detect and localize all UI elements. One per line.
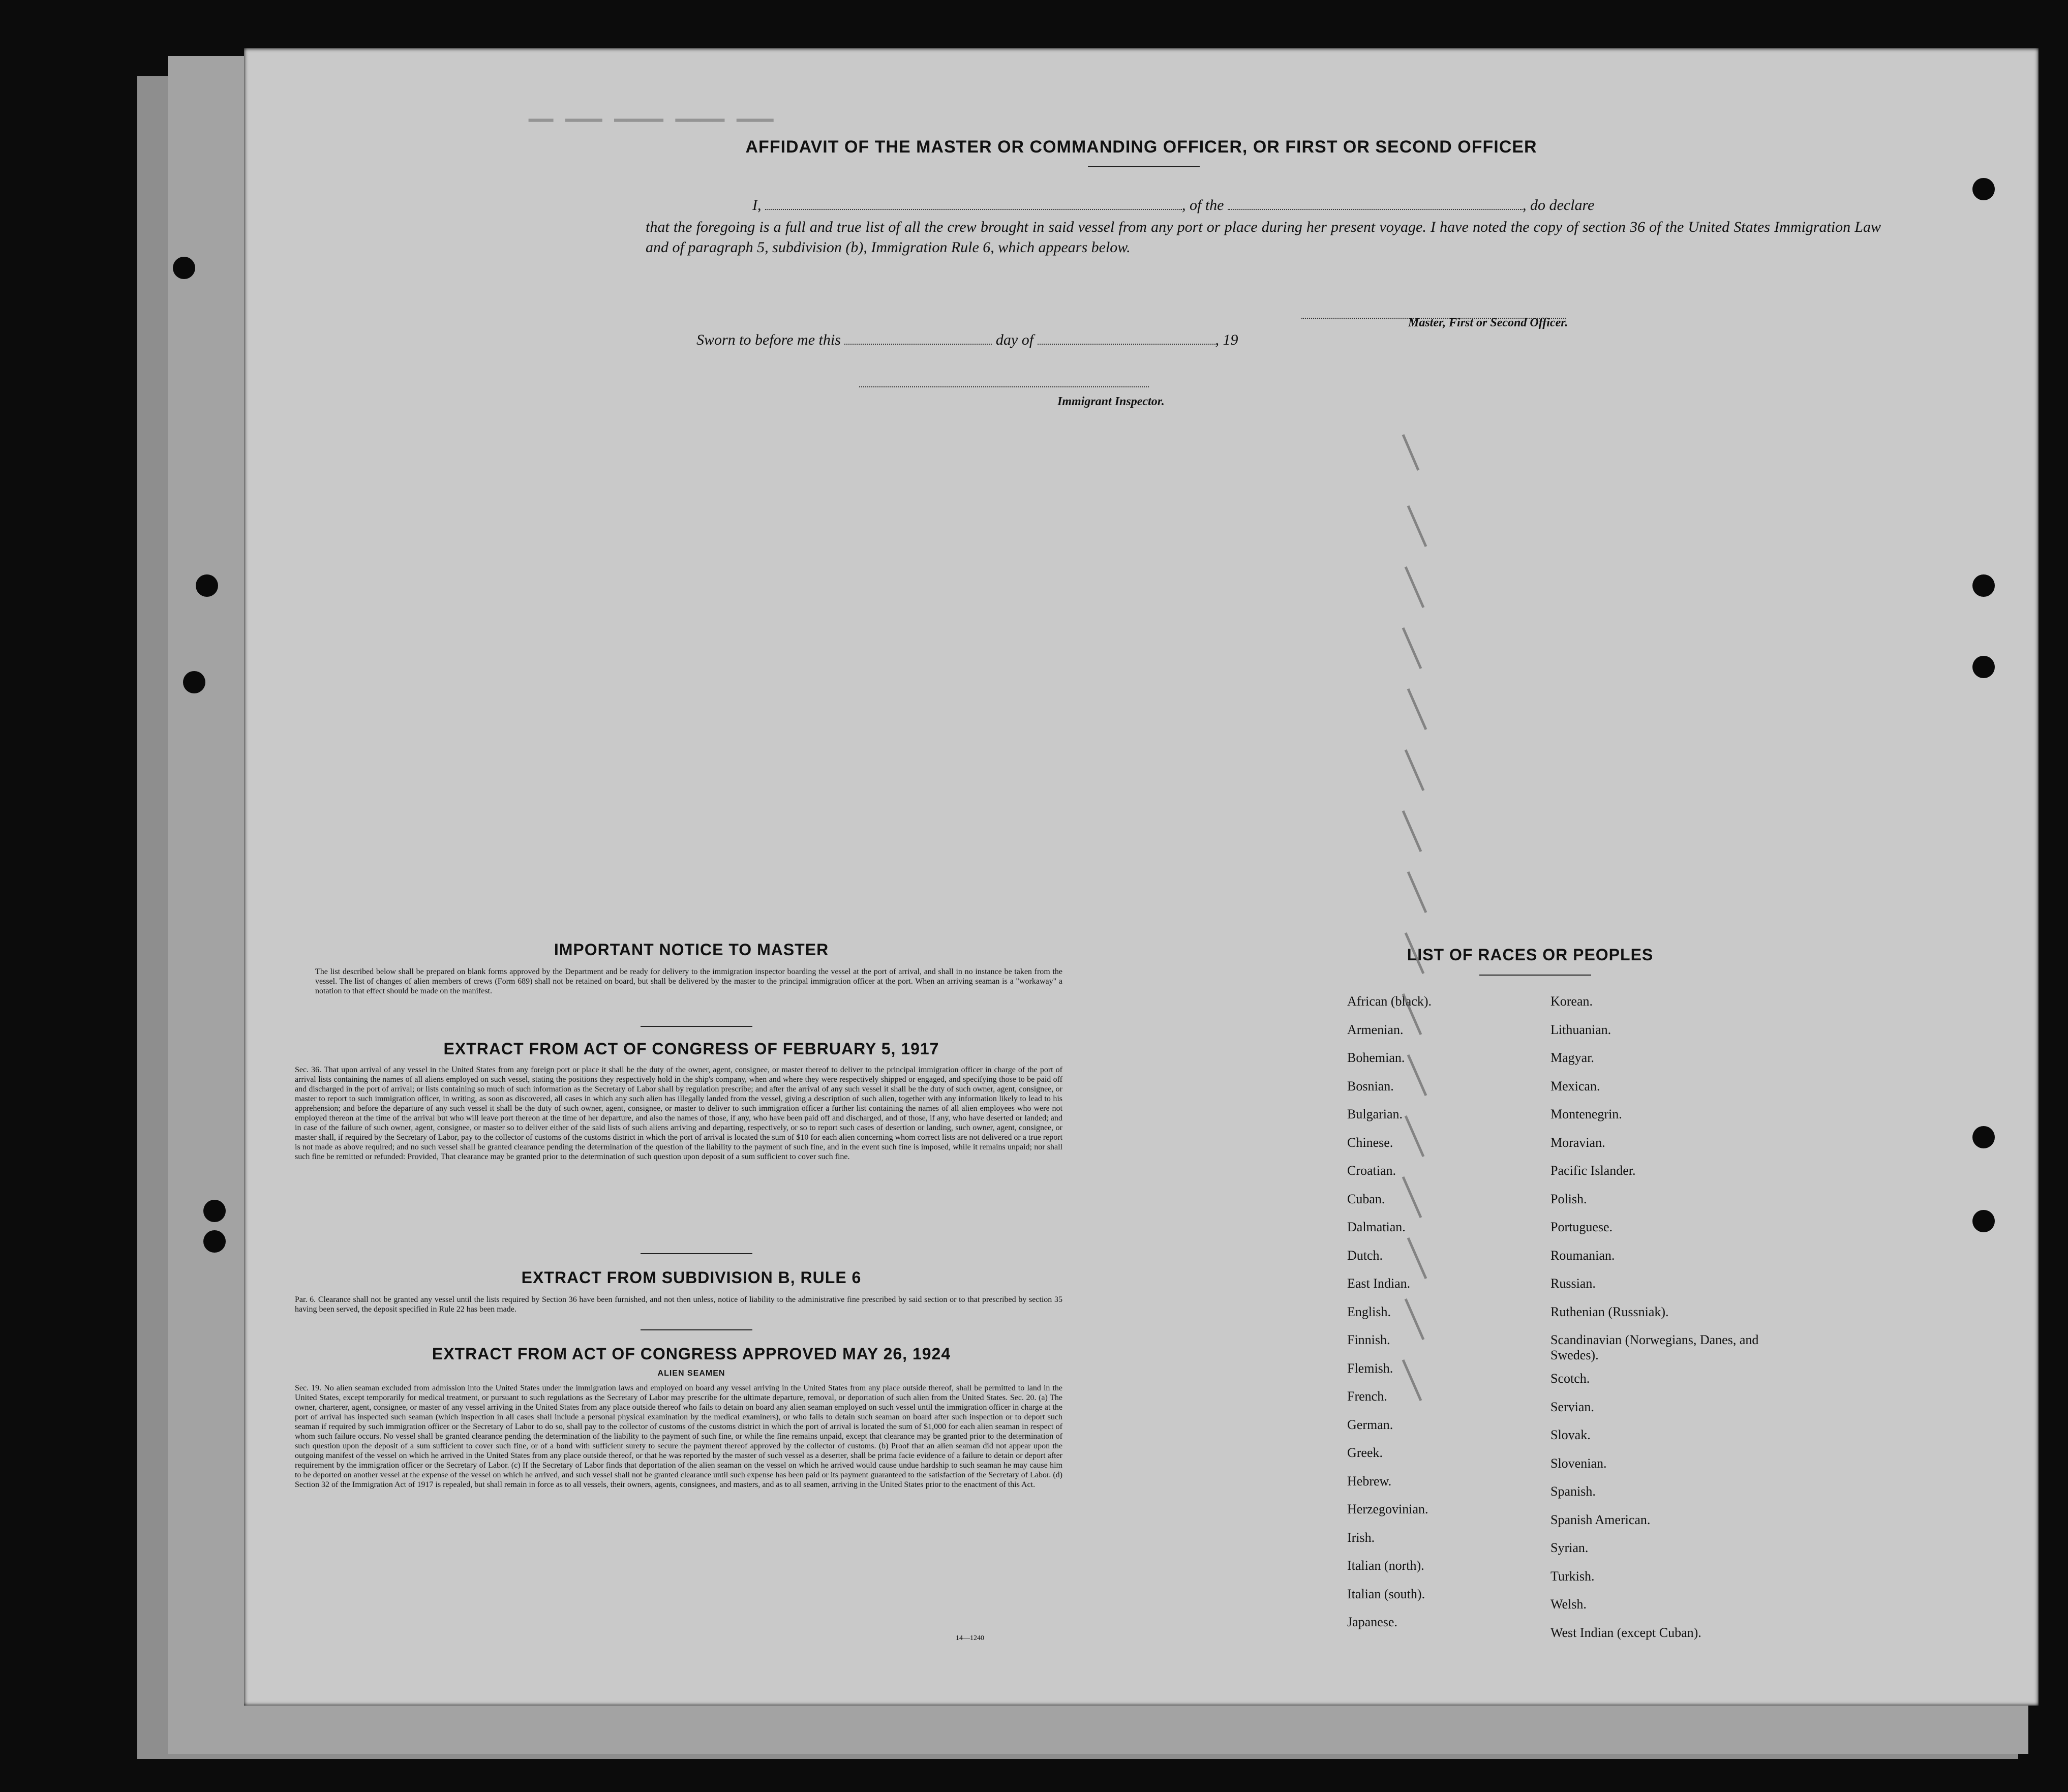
inspector-signature-field[interactable] <box>859 376 1149 387</box>
race-item: Spanish. <box>1550 1484 1596 1499</box>
race-item: Slovak. <box>1550 1427 1591 1442</box>
race-item: Welsh. <box>1550 1597 1587 1612</box>
race-item: Chinese. <box>1347 1135 1393 1150</box>
extract-rule6-body: Par. 6. Clearance shall not be granted any vessel until the lists required by Section 36 have been furnished, and not then unless, notice of liability to the administrative fine prescribed by said section or to that prescribed by section 35 having been served, the deposit specified in Rule 22 has been made. <box>295 1295 1062 1314</box>
race-item: English. <box>1347 1304 1391 1319</box>
race-item: Finnish. <box>1347 1332 1390 1347</box>
race-item: Syrian. <box>1550 1540 1589 1555</box>
race-item: Scotch. <box>1550 1371 1590 1386</box>
binder-hole <box>196 574 218 597</box>
race-item: Spanish American. <box>1550 1512 1651 1527</box>
race-item: Portuguese. <box>1550 1220 1613 1234</box>
race-item: Ruthenian (Russniak). <box>1550 1304 1669 1319</box>
race-item: Turkish. <box>1550 1568 1595 1584</box>
race-item: Japanese. <box>1347 1615 1397 1629</box>
race-item: Bosnian. <box>1347 1078 1394 1094</box>
notice-title: IMPORTANT NOTICE TO MASTER <box>554 940 829 959</box>
extract-1917-body: Sec. 36. That upon arrival of any vessel in the United States from any foreign port or place it shall be the duty of the owner, agent, consignee, or master thereof to deliver to the principal immigration officer in charge of the port of arrival lists containing the names of all aliens employed on such vessel, stating the positions they respectively hold in the ship's company, when and where they were respectively shipped or engaged, and specifying those to be paid off and discharged in the port of arrival; or lists containing so much of such information as the Secretary of Labor shall by regulation prescribe; and after the arrival of any such vessel it shall be the duty of such owner, agent, consignee, or master to report to such immigration officer, in writing, as soon as discovered, all cases in which any such alien has illegally landed from the vessel, giving a description of such alien, together with any information likely to lead to his apprehension; and before the departure of any such vessel it shall be the duty of such owner, agent, consignee, or master to deliver to such immigration officer a further list containing the names of all alien employees who were not employed thereon at the time of the arrival but who will leave port thereon at the time of her departure, and also the names of those, if any, who have been paid off and discharged, and of those, if any, who have deserted or landed; and in case of the failure of such owner, agent, consignee, or master so to deliver either of the said lists of such aliens arriving and departing, respectively, or so to report such cases of desertion or landing, such owner, agent, consignee, or master shall, if required by the Secretary of Labor, pay to the collector of customs of the customs district in which the port of arrival is located the sum of $10 for each alien concerning whom correct lists are not delivered or a true report is not made as above required; and no such vessel shall be granted clearance pending the determination of the question of the liability to the payment of such fine, and in the event such fine is imposed, while it remains unpaid; nor shall such fine be remitted or refunded: Provided, That clearance may be granted prior to the determination of such question upon deposit of a sum sufficient to cover such fine. <box>295 1066 1062 1161</box>
sworn-day-field[interactable] <box>844 333 992 345</box>
race-item: Korean. <box>1550 994 1593 1009</box>
extract-rule6-title: EXTRACT FROM SUBDIVISION B, RULE 6 <box>521 1268 862 1287</box>
sworn-month-field[interactable] <box>1038 333 1215 345</box>
race-item: Italian (north). <box>1347 1558 1424 1573</box>
declarant-name-field[interactable] <box>765 199 1182 210</box>
binder-hole <box>173 257 195 279</box>
form-number: 14—1240 <box>956 1634 984 1642</box>
binder-hole <box>1972 574 1995 597</box>
race-item: Hebrew. <box>1347 1473 1392 1489</box>
binder-hole <box>203 1200 226 1222</box>
binder-hole <box>1972 1210 1995 1232</box>
race-item: Mexican. <box>1550 1078 1600 1094</box>
extract-1924-body: Sec. 19. No alien seaman excluded from admission into the United States under the immigration laws and employed on board any vessel arriving in the United States from any place outside thereof, shall be permitted to land in the United States, except temporarily for medical treatment, or pursuant to such regulations as the Secretary of Labor may prescribe for the ultimate departure, removal, or deportation of such alien from the United States. Sec. 20. (a) The owner, charterer, agent, consignee, or master of any vessel arriving in the United States from any place outside thereof who fails to detain on board any alien seaman employed on such vessel until the immigration officer in charge at the port of arrival has inspected such seaman (which inspection in all cases shall include a personal physical examination by the medical examiners), or who fails to detain such seaman on board after such inspection or to deport such seaman if required by such immigration officer or the Secretary of Labor to do so, shall pay to the collector of customs of the customs district in which the port of arrival is located the sum of $1,000 for each alien seaman in respect of whom such failure occurs. No vessel shall be granted clearance pending the determination of the liability to the payment of such fine, or while the fine remains unpaid, except that clearance may be granted prior to the determination of such question upon the deposit of a sum sufficient to cover such fine, or of a bond with sufficient surety to secure the payment thereof approved by the collector of customs. (b) Proof that an alien seaman did not appear upon the outgoing manifest of the vessel on which he arrived in the United States from any place outside thereof, or that he was reported by the master of such vessel as a deserter, shall be prima facie evidence of a failure to detain or deport after requirement by the immigration officer or the Secretary of Labor. (c) If the Secretary of Labor finds that deportation of the alien seaman on the vessel on which he arrived would cause undue hardship to such seaman he may cause him to be deported on another vessel at the expense of the vessel on which he arrived, and such vessel shall not be granted clearance until such expense has been paid or its payment guaranteed to the satisfaction of the Secretary of Labor. (d) Section 32 of the Immigration Act of 1917 is repealed, but shall remain in force as to all vessels, their owners, agents, consignees, and masters, and as to all seamen, arriving in the United States prior to the enactment of this Act. <box>295 1384 1062 1489</box>
race-item: Dalmatian. <box>1347 1220 1406 1234</box>
master-signature-label: Master, First or Second Officer. <box>1408 316 1568 329</box>
extract-1917-title: EXTRACT FROM ACT OF CONGRESS OF FEBRUARY 5, 1917 <box>443 1040 939 1058</box>
affidavit-body: that the foregoing is a full and true list of all the crew brought in said vessel from any port or place during her present voyage. I have noted the copy of section 36 of the United States Immigration Law and of paragraph 5, subdivision (b), Immigration Rule 6, which appears below. <box>646 219 1881 256</box>
bleed-through-text: ▔▔ ▔▔▔ ▔▔▔▔ ▔▔▔▔ ▔▔▔ <box>529 122 774 144</box>
races-title: LIST OF RACES OR PEOPLES <box>1407 946 1654 964</box>
race-item: Moravian. <box>1550 1135 1605 1150</box>
race-item: East Indian. <box>1347 1276 1411 1291</box>
race-item: Slovenian. <box>1550 1455 1607 1471</box>
sworn-line <box>696 331 1238 349</box>
notice-rule <box>641 1026 752 1027</box>
binder-hole <box>1972 1126 1995 1148</box>
binder-hole <box>1972 656 1995 678</box>
extract-1924-subtitle: ALIEN SEAMEN <box>657 1369 725 1378</box>
race-item: Polish. <box>1550 1191 1587 1206</box>
affidavit-title: AFFIDAVIT OF THE MASTER OR COMMANDING OFFICER, OR FIRST OR SECOND OFFICER <box>745 137 1537 157</box>
sworn-month-label: day of <box>995 331 1034 348</box>
extract-rule6-rule <box>641 1329 752 1330</box>
race-item: Flemish. <box>1347 1360 1393 1376</box>
race-item: Dutch. <box>1347 1248 1383 1263</box>
inspector-label: Immigrant Inspector. <box>1057 395 1165 408</box>
extract-1924-title: EXTRACT FROM ACT OF CONGRESS APPROVED MAY 26, 1924 <box>432 1345 951 1363</box>
binder-hole <box>1972 178 1995 200</box>
race-item: Herzegovinian. <box>1347 1502 1428 1516</box>
races-rule <box>1479 975 1591 976</box>
race-item: African (black). <box>1347 994 1432 1009</box>
extract-1917-rule <box>641 1253 752 1254</box>
vessel-name-field[interactable] <box>1228 199 1523 210</box>
race-item: Roumanian. <box>1550 1248 1615 1263</box>
race-item: French. <box>1347 1389 1387 1404</box>
race-item: Cuban. <box>1347 1191 1385 1206</box>
race-item: Russian. <box>1550 1276 1596 1291</box>
declarant-label: I, <box>752 197 762 214</box>
race-item: Lithuanian. <box>1550 1022 1611 1037</box>
race-item: Bohemian. <box>1347 1050 1405 1065</box>
race-item: Montenegrin. <box>1550 1107 1622 1121</box>
declare-label: , do declare <box>1523 197 1595 214</box>
race-item: Bulgarian. <box>1347 1107 1403 1121</box>
title-rule <box>1088 166 1200 167</box>
race-item: Italian (south). <box>1347 1586 1425 1601</box>
notice-body: The list described below shall be prepared on blank forms approved by the Department and be ready for delivery to the immigration inspector boarding the vessel at the port of arrival, and shall in no instance be taken from the vessel. The list of changes of alien members of crews (Form 689) shall not be retained on board, but shall be delivered by the master to the principal immigration officer at the port. When an arriving seaman is a "workaway" a notation to that effect should be made on the manifest. <box>315 967 1062 995</box>
binder-hole <box>183 671 205 693</box>
vessel-label: , of the <box>1182 197 1224 214</box>
race-item: Servian. <box>1550 1399 1594 1414</box>
sworn-year-label: , 19 <box>1215 331 1238 348</box>
race-item: German. <box>1347 1417 1393 1432</box>
race-item: Magyar. <box>1550 1050 1594 1065</box>
sworn-label: Sworn to before me this <box>696 331 841 348</box>
race-item: West Indian (except Cuban). <box>1550 1625 1701 1640</box>
document-sheet <box>244 48 2039 1706</box>
check-marks <box>1383 414 1474 1507</box>
race-item: Croatian. <box>1347 1163 1396 1178</box>
race-item: Armenian. <box>1347 1022 1404 1037</box>
race-item: Scandinavian (Norwegians, Danes, and Swedes). <box>1550 1332 1759 1362</box>
affidavit-declaration-line <box>752 197 1881 214</box>
race-item: Pacific Islander. <box>1550 1163 1636 1178</box>
race-item: Irish. <box>1347 1530 1375 1545</box>
binder-hole <box>203 1230 226 1253</box>
race-item: Greek. <box>1347 1445 1383 1460</box>
